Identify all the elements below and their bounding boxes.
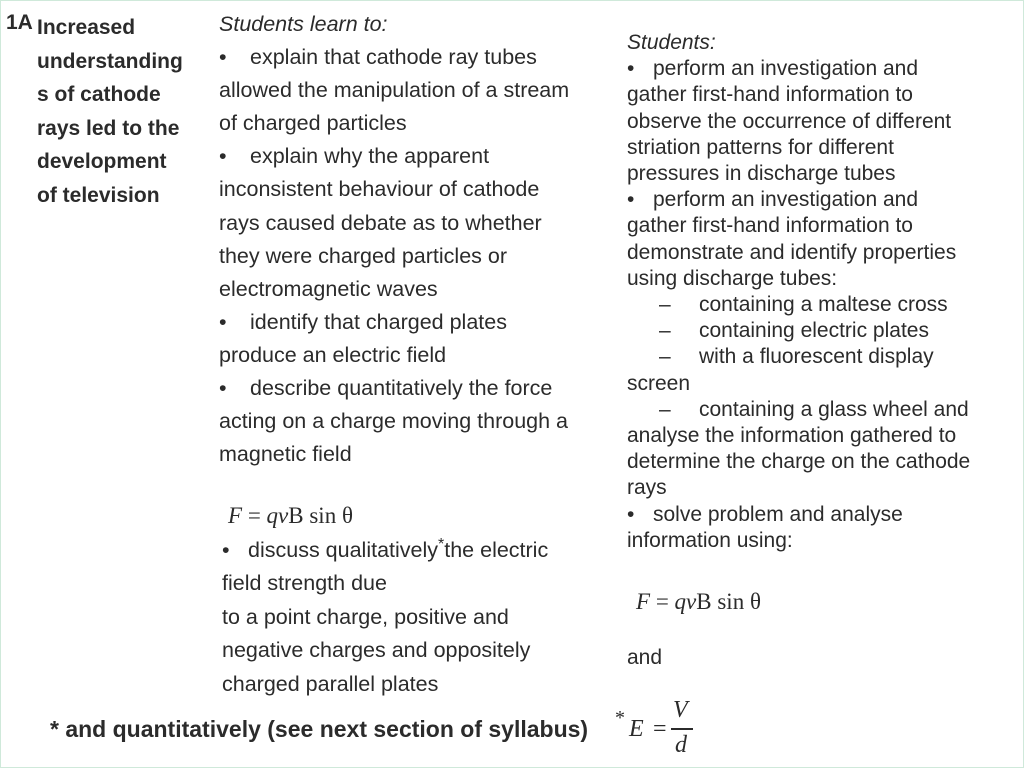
students-line: screen [627, 371, 691, 395]
discuss-block [222, 534, 548, 701]
section-title-line: rays led to the [37, 116, 180, 140]
students-bullet: • perform an investigation and [627, 56, 970, 82]
section-title-line: s of cathode [37, 83, 161, 106]
students-line: analyse the information gathered to [627, 424, 957, 448]
section-title-line: Increased [37, 16, 136, 39]
learn-line: produce an electric field [219, 342, 447, 367]
students-line: pressures in discharge tubes [627, 162, 896, 186]
students-line: information using: [627, 528, 793, 552]
learn-line: acting on a charge moving through a [219, 409, 569, 434]
students-line: demonstrate and identify properties [627, 240, 957, 264]
students-line: rays [627, 476, 667, 500]
section-title-line: development [37, 150, 167, 173]
students-bullet: • perform an investigation and [627, 187, 970, 213]
students-dash-item: – containing electric plates [627, 318, 970, 344]
students-line: striation patterns for different [627, 135, 894, 159]
efield-E: E [629, 716, 644, 742]
students-heading: Students: [627, 31, 716, 54]
learn-heading: Students learn to: [219, 12, 388, 36]
learn-line: rays caused debate as to whether [219, 210, 542, 235]
efield-equals: = [653, 716, 667, 742]
discuss-line: field strength due [222, 571, 387, 596]
students-line: observe the occurrence of different [627, 109, 952, 133]
learn-bullet: • describe quantitatively the force [219, 372, 569, 405]
learn-bullet: • explain why the apparent [219, 140, 569, 173]
discuss-line: negative charges and oppositely [222, 638, 531, 663]
learn-bullet: • explain that cathode ray tubes [219, 41, 569, 74]
section-title-line: understanding [37, 49, 183, 73]
efield-denominator: d [675, 732, 687, 758]
students-dash-item: – containing a maltese cross [627, 292, 970, 318]
learn-bullet: • identify that charged plates [219, 306, 569, 339]
learn-line: inconsistent behaviour of cathode [219, 177, 540, 202]
learn-line: allowed the manipulation of a stream [219, 78, 570, 103]
discuss-line: charged parallel plates [222, 671, 439, 696]
section-number: 1A [6, 11, 33, 34]
fraction-bar [671, 728, 693, 730]
section-title [37, 11, 183, 212]
lorentz-formula-right: F = qvB sin θ [636, 589, 761, 614]
discuss-bullet: • discuss qualitatively*the electric [222, 534, 548, 567]
learn-line: electromagnetic waves [219, 276, 438, 301]
students-line: using discharge tubes: [627, 266, 838, 290]
students-line: determine the charge on the cathode [627, 450, 971, 474]
students-line: gather first-hand information to [627, 83, 913, 107]
efield-numerator: V [673, 697, 688, 723]
section-title-line: of television [37, 183, 160, 207]
footnote: * and quantitatively (see next section of syllabus) [50, 716, 589, 742]
students-dash-item: – with a fluorescent display [627, 344, 970, 370]
students-bullet: • solve problem and analyse [627, 502, 970, 528]
lorentz-formula-left: F = qvB sin θ [228, 503, 353, 528]
students-column [627, 30, 970, 554]
students-line: gather first-hand information to [627, 214, 913, 238]
efield-star: * [615, 707, 625, 729]
learn-line: of charged particles [219, 111, 407, 136]
and-text: and [627, 646, 663, 669]
learn-line: magnetic field [219, 442, 352, 467]
learn-column [219, 8, 569, 471]
learn-line: they were charged particles or [219, 243, 508, 268]
students-dash-item: – containing a glass wheel and [627, 397, 970, 423]
discuss-line: to a point charge, positive and [222, 604, 509, 629]
